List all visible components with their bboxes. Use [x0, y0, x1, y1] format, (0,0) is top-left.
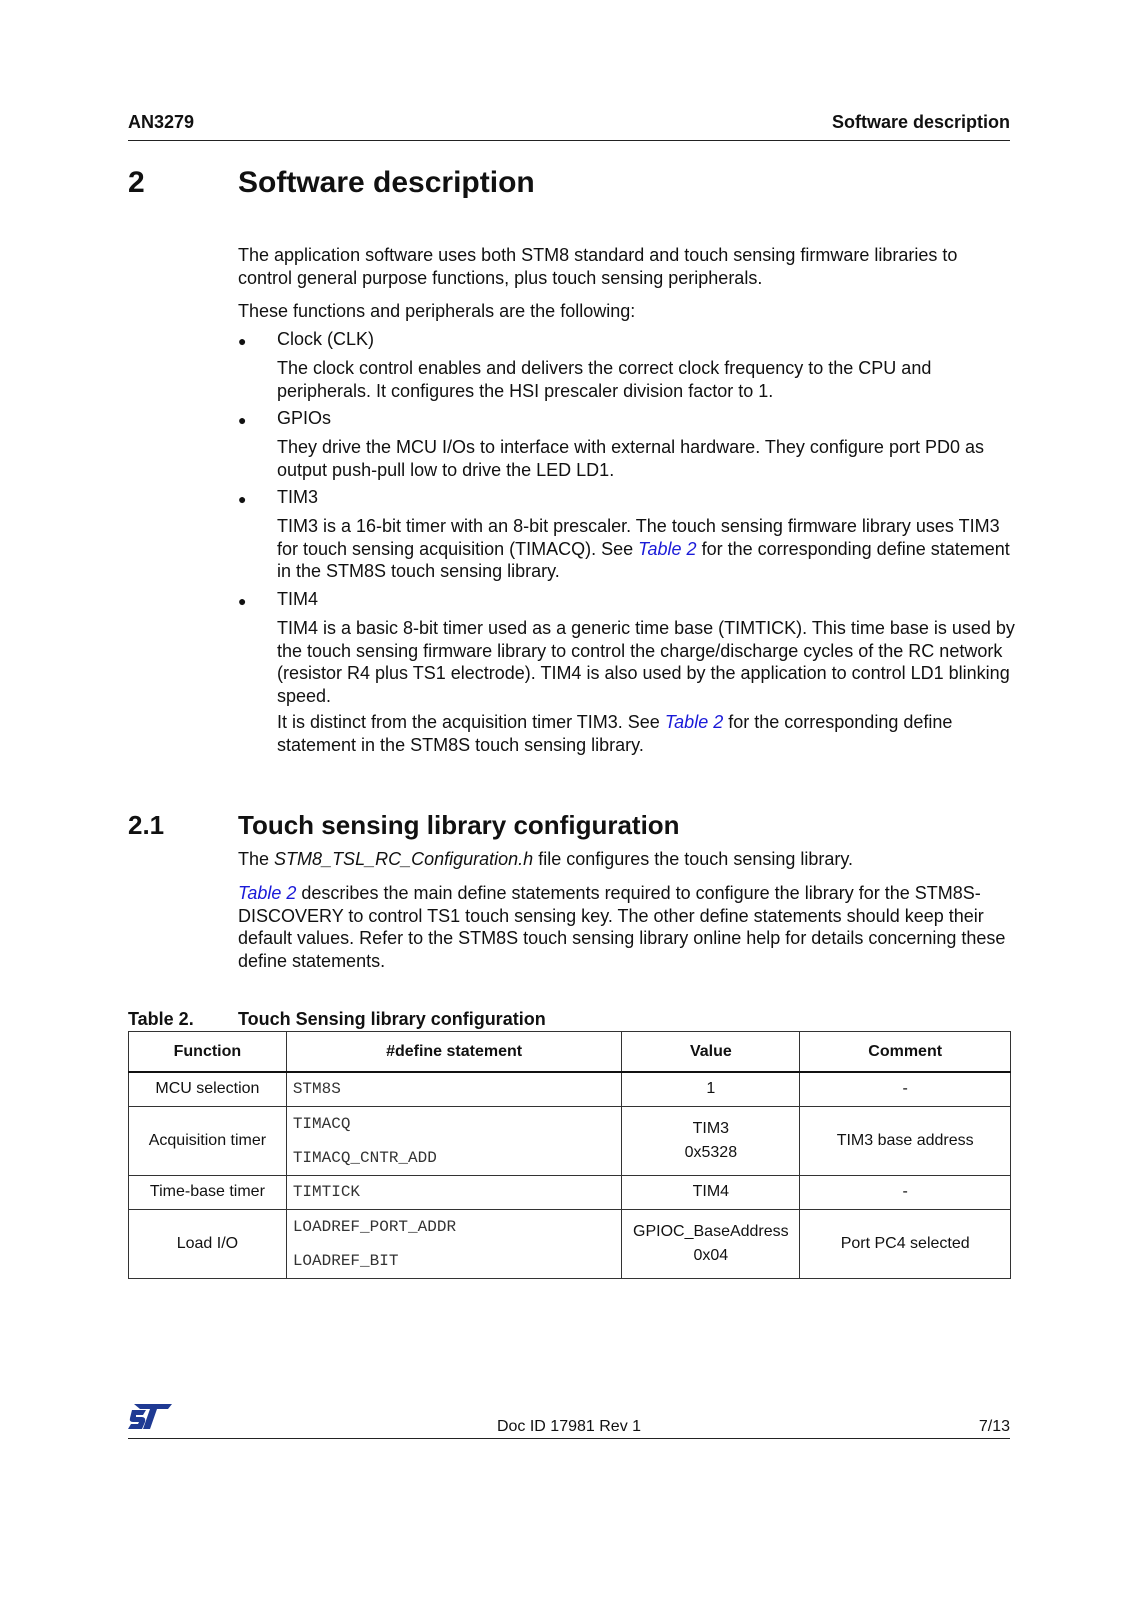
table-2-link[interactable]: Table 2 [664, 712, 724, 732]
bullet-icon: ● [238, 333, 247, 349]
bullet-desc-tim3-text-end: for the corresponding define statement in the STM8S touch sensing library. [277, 538, 1010, 582]
define-cell: TIMTICK [286, 1175, 622, 1209]
table-header-cell: Value [622, 1032, 800, 1073]
bullet-desc-tim4: TIM4 is a basic 8-bit timer used as a generic time base (TIMTICK). This time base is used by the touch sensing firmware library to control the charge/discharge cycles of the RC network (resistor R4 plus TS1 electrode). TIM4 is also used by the application to control LD1 blinking speed. [277, 618, 1015, 706]
subsection-number: 2.1 [128, 810, 165, 840]
bullet-desc-tim4-2-text-end: for the corresponding define statement in the STM8S touch sensing library. [277, 712, 953, 755]
footer-page-number: 7/13 [978, 1418, 1010, 1435]
header-section-title: Software description [831, 112, 1010, 132]
value-text: 0x04 [693, 1246, 729, 1264]
define-statement: TIMACQ [292, 1114, 351, 1133]
function-cell: MCU selection [129, 1072, 287, 1106]
value-cell [622, 1209, 800, 1278]
table-header-cell: Function [129, 1032, 287, 1073]
table-description-text: describes the main define statements required to configure the library for the STM8S-DISCOVERY to control TS1 touch sensing key. The other define statements should keep their default values. Refer to the STM8S touch sensing library online help for details concerning these define statements. [238, 883, 1006, 971]
define-statement: LOADREF_BIT [292, 1251, 399, 1270]
section-title: Software description [238, 166, 535, 199]
define-statement: LOADREF_PORT_ADDR [292, 1217, 457, 1236]
table-header-cell: #define statement [286, 1032, 622, 1073]
footer-doc-id: Doc ID 17981 Rev 1 [496, 1418, 642, 1435]
table-row [129, 1209, 1011, 1278]
table-2-link[interactable]: Table 2 [638, 538, 697, 559]
section-number: 2 [128, 166, 145, 199]
config-file-text: The [238, 849, 270, 869]
comment-cell: TIM3 base address [800, 1106, 1011, 1175]
bullet-desc-tim4-2 [277, 711, 1017, 756]
define-cell [286, 1209, 622, 1278]
value-text: GPIOC_BaseAddress [633, 1222, 789, 1240]
function-cell: Load I/O [129, 1209, 287, 1278]
bullet-icon: ● [238, 412, 247, 428]
value-cell: TIM4 [622, 1175, 800, 1209]
value-cell [622, 1106, 800, 1175]
value-text: 0x5328 [684, 1143, 738, 1161]
value-text: TIM3 [692, 1119, 730, 1137]
bullet-title-clock: Clock (CLK) [277, 329, 375, 349]
bullet-desc-tim4-2-text: It is distinct from the acquisition timer TIM3. See [277, 712, 660, 732]
table-caption-label: Table 2. [128, 1009, 194, 1029]
function-cell: Time-base timer [129, 1175, 287, 1209]
config-file-paragraph [238, 848, 1013, 871]
subsection-title: Touch sensing library configuration [238, 810, 680, 840]
config-file-text-end: file configures the touch sensing library. [538, 849, 854, 869]
function-cell: Acquisition timer [129, 1106, 287, 1175]
comment-cell: Port PC4 selected [800, 1209, 1011, 1278]
value-cell: 1 [622, 1072, 800, 1106]
header-doc-number: AN3279 [128, 112, 195, 132]
intro-paragraph-1: The application software uses both STM8 standard and touch sensing firmware libraries to control general purpose functions, plus touch sensing peripherals. [238, 245, 958, 288]
bullet-desc-gpios: They drive the MCU I/Os to interface with external hardware. They configure port PD0 as output push-pull low to drive the LED LD1. [277, 437, 984, 480]
config-table [128, 1031, 1011, 1279]
define-cell: STM8S [286, 1072, 622, 1106]
table-2-link[interactable]: Table 2 [238, 883, 297, 903]
table-header-row [129, 1032, 1011, 1073]
bullet-icon: ● [238, 593, 247, 609]
comment-cell: - [800, 1175, 1011, 1209]
page-header [128, 108, 1010, 141]
intro-paragraph-2: These functions and peripherals are the following: [238, 301, 636, 321]
table-row [129, 1106, 1011, 1175]
define-statement: TIMACQ_CNTR_ADD [292, 1148, 437, 1167]
table-row [129, 1175, 1011, 1209]
table-description-paragraph [238, 882, 1013, 972]
bullet-title-gpios: GPIOs [277, 408, 332, 428]
page-footer [128, 1412, 1010, 1439]
bullet-title-tim3: TIM3 [277, 487, 319, 507]
table-caption-title: Touch Sensing library configuration [238, 1009, 546, 1029]
config-file-name: STM8_TSL_RC_Configuration.h [274, 849, 534, 869]
comment-cell: - [800, 1072, 1011, 1106]
bullet-title-tim4: TIM4 [277, 589, 319, 609]
bullet-desc-clock: The clock control enables and delivers the correct clock frequency to the CPU and peripherals. It configures the HSI prescaler division factor to 1. [277, 358, 932, 401]
bullet-desc-tim3 [277, 515, 1017, 583]
bullet-icon: ● [238, 491, 247, 507]
define-cell [286, 1106, 622, 1175]
table-row [129, 1072, 1011, 1106]
bullet-desc-tim3-text: TIM3 is a 16-bit timer with an 8-bit prescaler. The touch sensing firmware library uses TIM3 for touch sensing acquisition (TIMACQ). See [277, 516, 1000, 559]
table-header-cell: Comment [800, 1032, 1011, 1073]
